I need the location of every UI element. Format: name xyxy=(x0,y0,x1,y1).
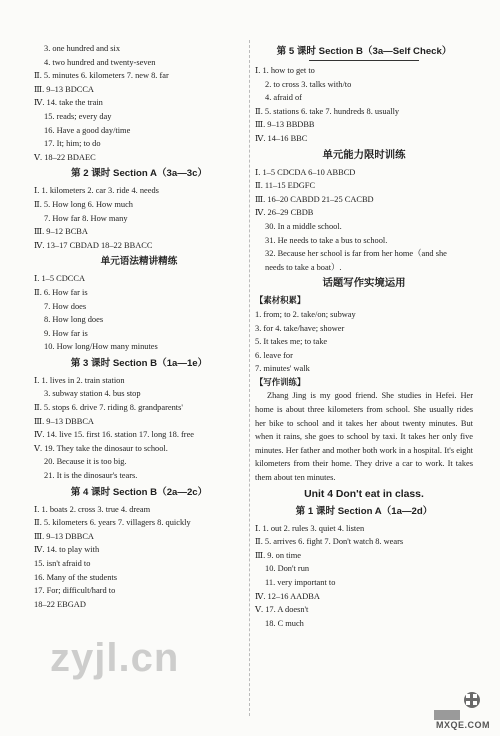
answer-line: Ⅲ. 9–13 DBBCA xyxy=(34,531,94,541)
answer-line: 8. How long does xyxy=(44,315,104,325)
site-logo-text: MXQE.COM xyxy=(435,720,490,730)
answer-line: 18. C much xyxy=(265,618,304,628)
answer-line: Ⅱ. 5. arrives 6. fight 7. Don't watch 8. wears xyxy=(255,537,404,547)
answer-line: 1. from; to 2. take/on; subway xyxy=(255,309,356,319)
section-heading: 第 5 课时 Section B（3a—Self Check） xyxy=(255,45,473,61)
answer-line: 32. Because her school is far from her home（and she xyxy=(265,249,447,259)
right-column xyxy=(255,42,473,630)
answer-line: 15. isn't afraid to xyxy=(34,559,91,568)
answer-line: Ⅱ. 6. How far is xyxy=(34,287,88,297)
answer-line: 15. reads; every day xyxy=(44,111,112,121)
answer-line: 10. How long/How many minutes xyxy=(44,342,158,352)
answer-line: Ⅱ. 11–15 EDGFC xyxy=(255,181,316,191)
answer-line: 30. In a middle school. xyxy=(265,221,342,231)
answer-line: 3. for 4. take/have; shower xyxy=(255,323,345,333)
answer-line: Ⅳ. 12–16 AADBA xyxy=(255,591,320,601)
answer-line: 10. Don't run xyxy=(265,564,310,574)
answer-line: 5. It takes me; to take xyxy=(255,337,328,347)
answer-line: Ⅱ. 5. How long 6. How much xyxy=(34,199,133,209)
answer-line: Ⅴ. 17. A doesn't xyxy=(255,605,309,615)
section-heading: 第 1 课时 Section A（1a—2d） xyxy=(295,505,433,517)
answer-line: Ⅰ. 1. kilometers 2. car 3. ride 4. needs xyxy=(34,186,159,196)
answer-line: Ⅳ. 14. to play with xyxy=(34,545,100,555)
watermark: zyjl.cn xyxy=(50,636,180,680)
answer-line: 2. to cross 3. talks with/to xyxy=(265,79,352,89)
answer-line: 16. Many of the students xyxy=(34,572,118,582)
column-divider xyxy=(249,40,250,716)
answer-line: 6. leave for xyxy=(255,350,293,360)
answer-line: needs to take a boat）. xyxy=(265,262,342,272)
subsection-tag: 【写作训练】 xyxy=(255,376,306,387)
answer-line: 7. How does xyxy=(44,301,87,311)
answer-line: Ⅰ. 1–5 CDCCA xyxy=(34,274,86,284)
subsection-tag: 【素材积累】 xyxy=(255,295,306,306)
answer-line: Ⅱ. 5. stations 6. take 7. hundreds 8. usually xyxy=(255,106,400,116)
answer-line: Ⅲ. 9–13 BBDBB xyxy=(255,120,315,130)
answer-line: Ⅴ. 19. They take the dinosaur to school. xyxy=(34,443,168,453)
answer-line: 17. For; difficult/hard to xyxy=(34,586,116,596)
answer-line: Ⅲ. 9–13 BDCCA xyxy=(34,84,94,94)
answer-line: Ⅳ. 14–16 BBC xyxy=(255,133,308,143)
section-heading: 单元语法精讲精练 xyxy=(100,256,178,268)
section-heading: 话题写作实境运用 xyxy=(322,278,406,290)
answer-line: 17. It; him; to do xyxy=(44,139,101,149)
answer-line: Ⅳ. 26–29 CBDB xyxy=(255,208,314,218)
answer-line: 4. two hundred and twenty-seven xyxy=(44,57,156,67)
section-heading: 第 2 课时 Section A（3a—3c） xyxy=(70,168,208,180)
answer-line: Ⅲ. 9. on time xyxy=(255,550,301,560)
answer-line: 9. How far is xyxy=(44,328,88,338)
answer-line: Ⅰ. 1–5 CDCDA 6–10 ABBCD xyxy=(255,167,356,177)
answer-line: 16. Have a good day/time xyxy=(44,125,131,135)
answer-line: 3. subway station 4. bus stop xyxy=(44,389,141,399)
answer-line: Ⅳ. 13–17 CBDAD 18–22 BBACC xyxy=(34,240,153,250)
answer-line: Ⅲ. 9–13 DBBCA xyxy=(34,416,94,426)
answer-line: Ⅱ. 5. kilometers 6. years 7. villagers 8. quickly xyxy=(34,518,191,528)
left-column xyxy=(34,42,244,611)
answer-line: Ⅱ. 5. minutes 6. kilometers 7. new 8. far xyxy=(34,71,169,81)
answer-line: Ⅱ. 5. stops 6. drive 7. riding 8. grandparents' xyxy=(34,403,183,413)
answer-line: Ⅰ. 1. lives in 2. train station xyxy=(34,375,125,385)
answer-line: Ⅲ. 16–20 CABDD 21–25 CACBD xyxy=(255,194,374,204)
answer-line: Ⅳ. 14. live 15. first 16. station 17. long 18. free xyxy=(34,430,195,440)
answer-line: 21. It is the dinosaur's tears. xyxy=(44,471,138,481)
answer-line: 4. afraid of xyxy=(265,93,302,103)
answer-line: Ⅰ. 1. how to get to xyxy=(255,66,315,75)
section-heading: 第 3 课时 Section B（1a—1e） xyxy=(70,357,208,369)
answer-line: Ⅰ. 1. boats 2. cross 3. true 4. dream xyxy=(34,504,151,514)
answer-line: Ⅳ. 14. take the train xyxy=(34,98,103,108)
section-heading: Unit 4 Don't eat in class. xyxy=(304,488,424,500)
writing-paragraph: Zhang Jing is my good friend. She studies in Hefei. Her home is about three kilometers from school. She usually rides her bike to school and it takes her about twenty minutes. But when it rains, she goes to school by taxi. It takes her only five minutes. Her father and mother both work in a hospital. It's eight kilometers from their home. They drive a car to work. It takes them about ten minutes. xyxy=(255,391,473,483)
answer-line: 11. very important to xyxy=(265,578,336,587)
answer-line: 18–22 EBGAD xyxy=(34,599,86,609)
answer-line: Ⅰ. 1. out 2. rules 3. quiet 4. listen xyxy=(255,523,365,533)
answer-line: 20. Because it is too big. xyxy=(44,457,127,467)
answer-line: 31. He needs to take a bus to school. xyxy=(265,235,388,245)
answer-line: 3. one hundred and six xyxy=(44,44,121,53)
answer-line: 7. How far 8. How many xyxy=(44,213,128,223)
answer-line: 7. minutes' walk xyxy=(255,364,310,374)
answer-line: Ⅲ. 9–12 BCBA xyxy=(34,227,88,237)
section-heading: 第 4 课时 Section B（2a—2c） xyxy=(70,486,208,498)
answer-line: Ⅴ. 18–22 BDAEC xyxy=(34,152,96,162)
section-heading: 单元能力限时训练 xyxy=(322,149,406,161)
